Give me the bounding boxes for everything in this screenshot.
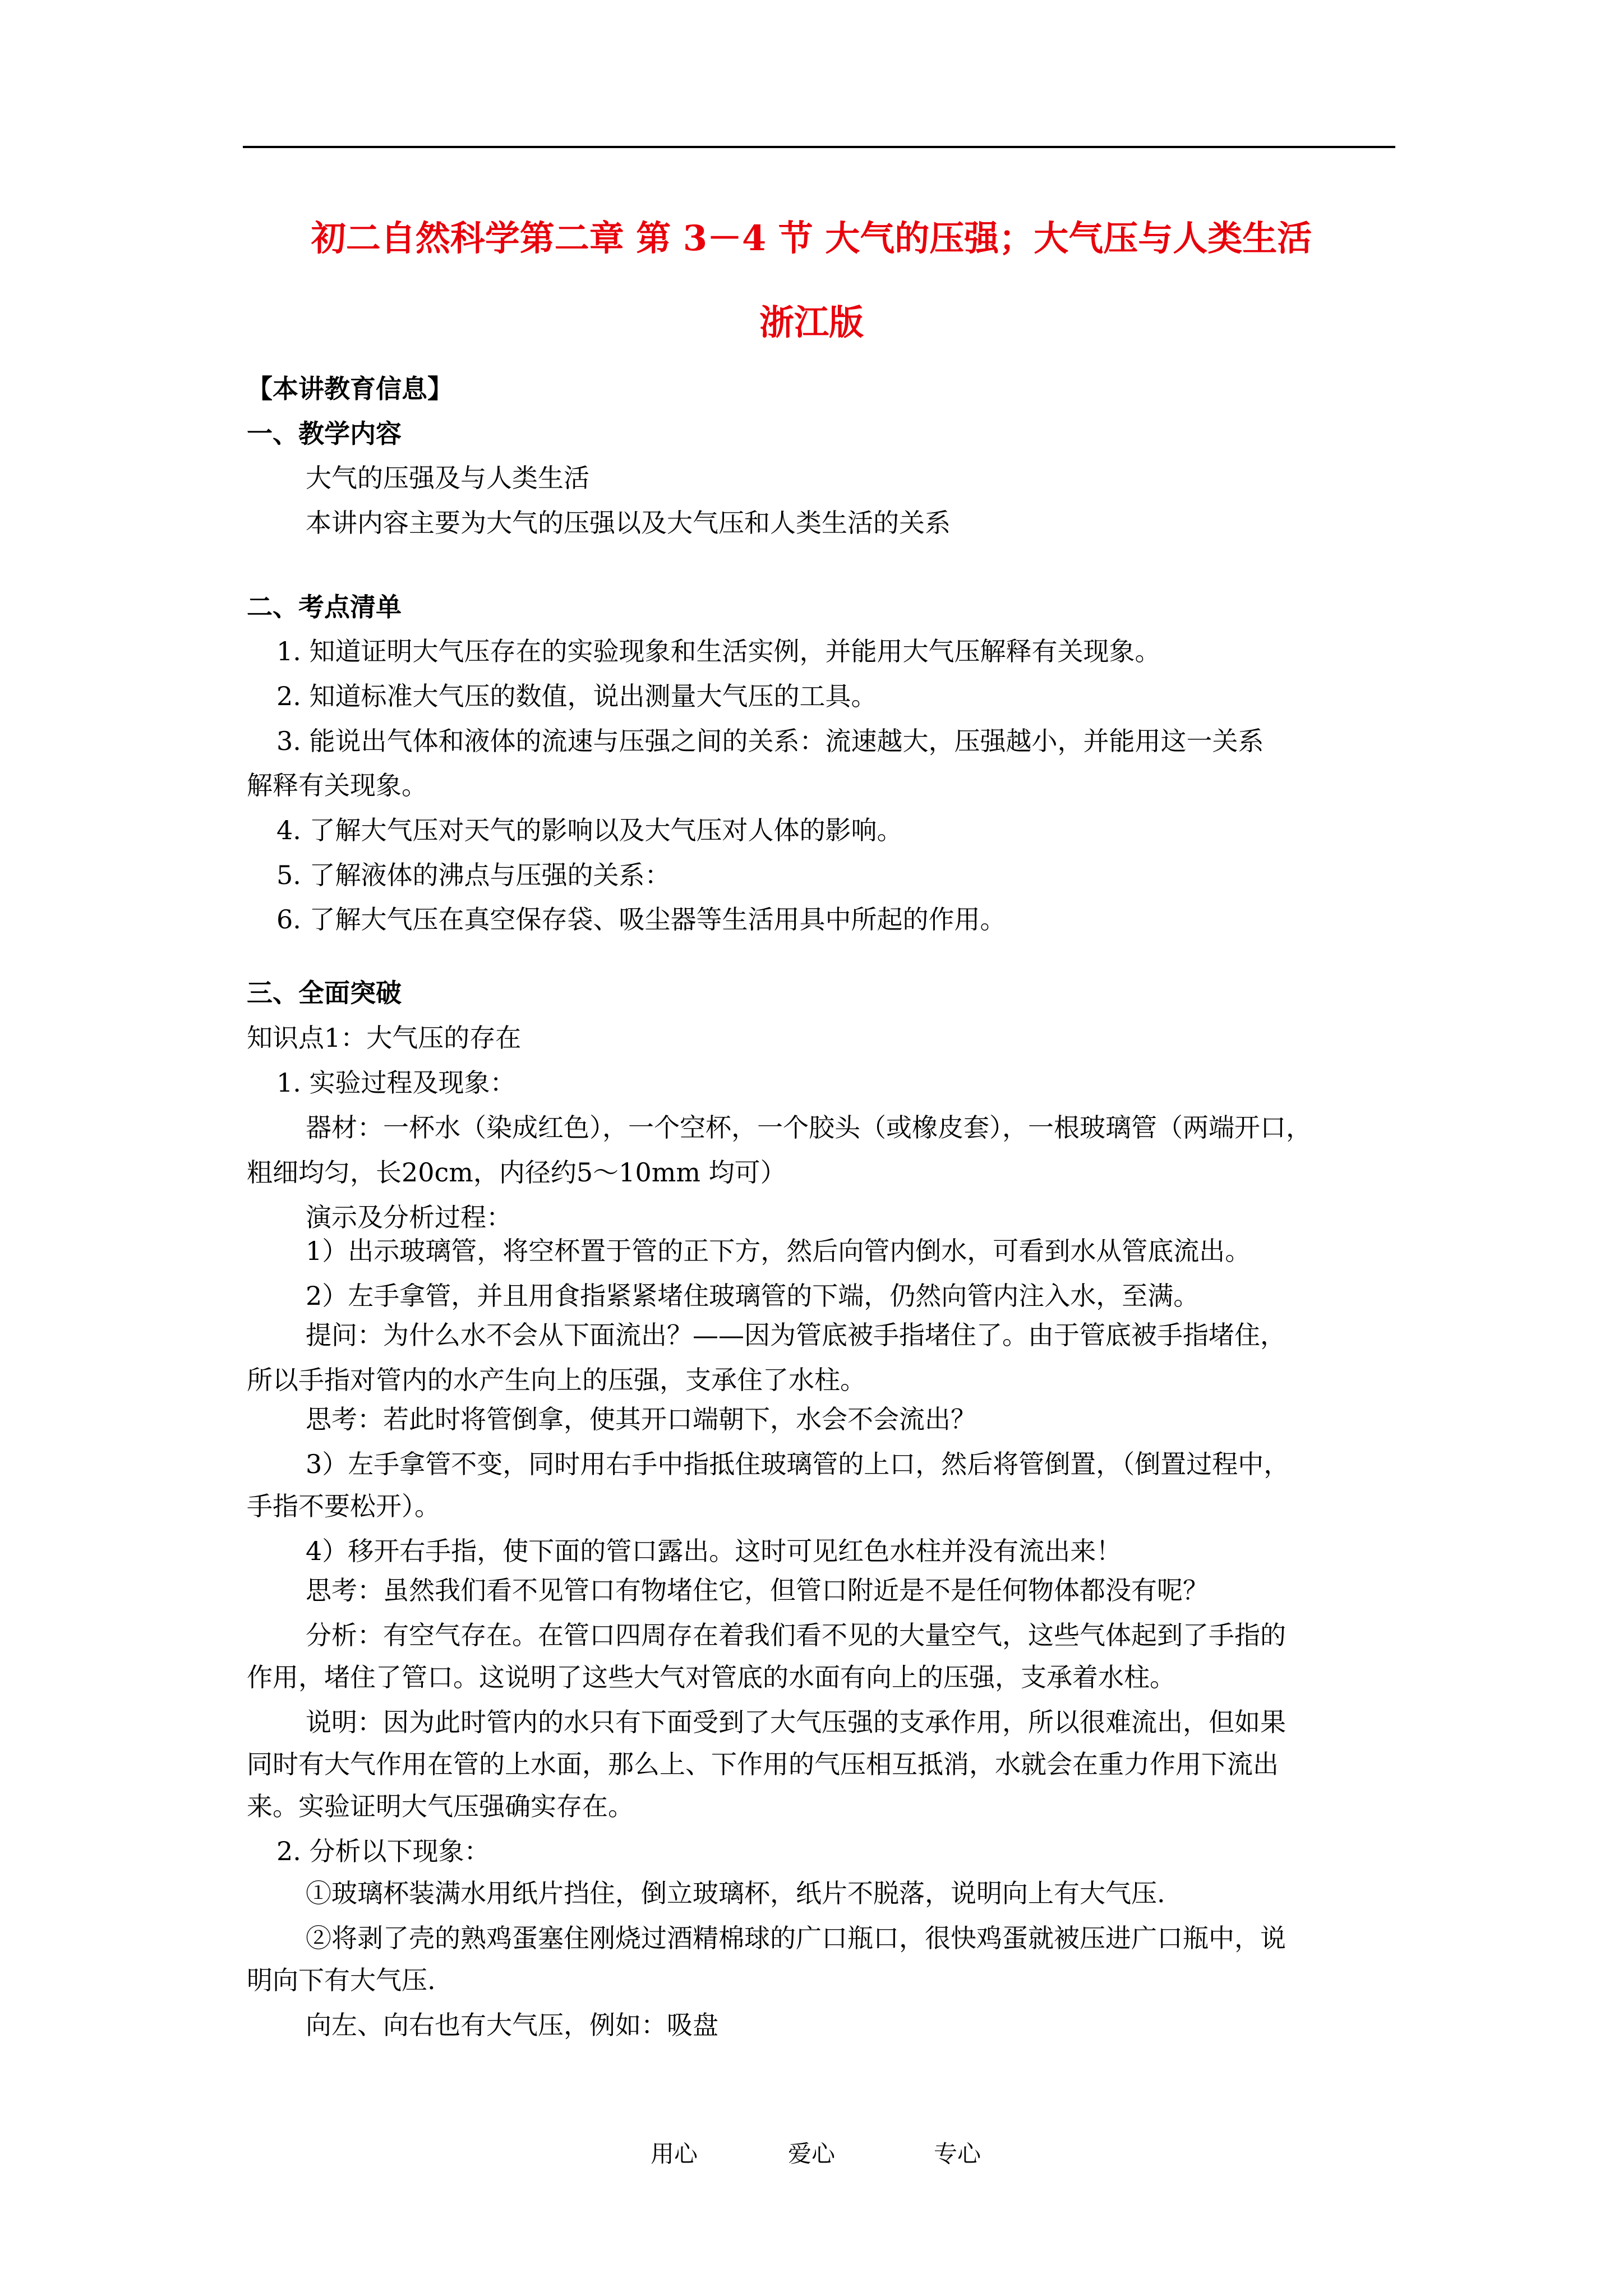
body-line: 4）移开右手指，使下面的管口露出。这时可见红色水柱并没有流出来！: [306, 1536, 1122, 1566]
body-line: 演示及分析过程：: [306, 1202, 512, 1232]
subsection-title: 2. 分析以下现象：: [276, 1836, 490, 1866]
checklist-item: 3. 能说出气体和液体的流速与压强之间的关系：流速越大，压强越小，并能用这一关系: [276, 726, 1264, 756]
body-line: 思考：若此时将管倒拿，使其开口端朝下，水会不会流出？: [306, 1404, 976, 1434]
body-line: 向左、向右也有大气压，例如：吸盘: [306, 2010, 718, 2040]
checklist-item: 1. 知道证明大气压存在的实验现象和生活实例，并能用大气压解释有关现象。: [276, 636, 1161, 666]
checklist-item: 5. 了解液体的沸点与压强的关系：: [276, 860, 671, 890]
body-line: 粗细均匀，长20cm，内径约5～10mm 均可）: [247, 1157, 786, 1188]
document-title: 初二自然科学第二章 第 3－4 节 大气的压强；大气压与人类生活: [311, 218, 1312, 259]
body-line: 来。实验证明大气压强确实存在。: [247, 1791, 634, 1821]
footer-motto: 爱心: [788, 2140, 836, 2168]
footer-motto: 用心: [651, 2140, 698, 2168]
body-line: 作用，堵住了管口。这说明了这些大气对管底的水面有向上的压强，支承着水柱。: [247, 1662, 1175, 1692]
subsection-title: 1. 实验过程及现象：: [276, 1068, 516, 1098]
body-line: 1）出示玻璃管，将空杯置于管的正下方，然后向管内倒水，可看到水从管底流出。: [306, 1236, 1251, 1266]
checklist-item: 4. 了解大气压对天气的影响以及大气压对人体的影响。: [276, 815, 903, 845]
body-line: 分析：有空气存在。在管口四周存在着我们看不见的大量空气，这些气体起到了手指的: [306, 1620, 1286, 1650]
section-heading-1: 一、教学内容: [247, 418, 402, 449]
body-line: 说明：因为此时管内的水只有下面受到了大气压强的支承作用，所以很难流出，但如果: [306, 1707, 1286, 1737]
document-subtitle: 浙江版: [759, 302, 864, 343]
checklist-item: 6. 了解大气压在真空保存袋、吸尘器等生活用具中所起的作用。: [276, 904, 1006, 935]
body-line: 所以手指对管内的水产生向上的压强，支承住了水柱。: [247, 1365, 866, 1395]
knowledge-point-title: 知识点1：大气压的存在: [247, 1023, 522, 1053]
body-line: 手指不要松开）。: [247, 1491, 440, 1521]
section-heading-2: 二、考点清单: [247, 592, 402, 622]
section1-line: 本讲内容主要为大气的压强以及大气压和人类生活的关系: [306, 508, 951, 538]
checklist-item-continued: 解释有关现象。: [247, 770, 427, 800]
section-heading-3: 三、全面突破: [247, 978, 402, 1008]
footer-motto: 专心: [934, 2140, 981, 2168]
body-line: 思考：虽然我们看不见管口有物堵住它，但管口附近是不是任何物体都没有呢？: [306, 1575, 1209, 1605]
body-line: 器材：一杯水（染成红色），一个空杯，一个胶头（或橡皮套），一根玻璃管（两端开口，: [306, 1112, 1312, 1143]
body-line: ②将剥了壳的熟鸡蛋塞住刚烧过酒精棉球的广口瓶口，很快鸡蛋就被压进广口瓶中，说: [306, 1923, 1286, 1953]
body-line: 明向下有大气压.: [247, 1965, 436, 1995]
body-line: 2）左手拿管，并且用食指紧紧堵住玻璃管的下端，仍然向管内注入水，至满。: [306, 1281, 1200, 1311]
body-line: 3）左手拿管不变，同时用右手中指抵住玻璃管的上口，然后将管倒置，（倒置过程中，: [306, 1449, 1290, 1479]
body-line: ①玻璃杯装满水用纸片挡住，倒立玻璃杯，纸片不脱落，说明向上有大气压.: [306, 1878, 1165, 1908]
info-heading: 【本讲教育信息】: [247, 374, 453, 404]
body-line: 同时有大气作用在管的上水面，那么上、下作用的气压相互抵消，水就会在重力作用下流出: [247, 1749, 1279, 1779]
header-rule: [243, 146, 1395, 148]
section1-line: 大气的压强及与人类生活: [306, 463, 589, 493]
checklist-item: 2. 知道标准大气压的数值，说出测量大气压的工具。: [276, 681, 877, 711]
body-line: 提问：为什么水不会从下面流出？——因为管底被手指堵住了。由于管底被手指堵住，: [306, 1320, 1286, 1350]
